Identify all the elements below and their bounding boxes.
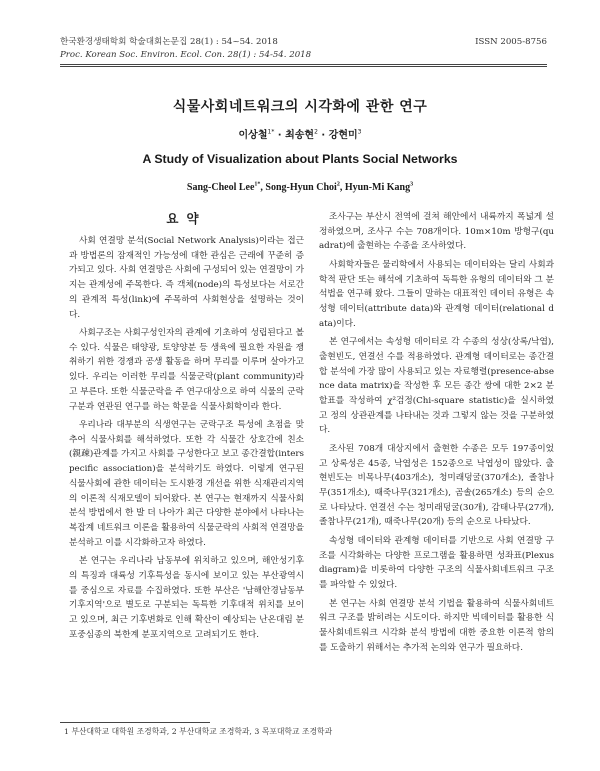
author-name: Hyun-Mi Kang bbox=[344, 182, 411, 193]
abstract-paragraph: 사회학자들은 물리학에서 사용되는 데이터와는 달리 사회과학적 판단 또는 해석에 기초하여 독특한 유형의 데이터와 그 분석법을 연구해 왔다. 그들이 말하는 대표적인 데이터 유형은 속성형 데이터(attribute data)와 관계형 데이터(relational data)이다. bbox=[319, 259, 554, 329]
abstract-paragraph: 사회 연결망 분석(Social Network Analysis)이라는 접근과 방법론의 잠재적인 가능성에 대한 관심은 근래에 꾸준히 증가되고 있다. 사회 연결망은 사회에 구성되어 있는 연결망이 가지는 관계성에 주목한다. 즉 객체(node)의 특성보다는 서로간의 관계적 특성(link)에 주목하여 사회현상을 설명하는 것이다. bbox=[69, 236, 304, 320]
abstract-paragraph: 본 연구는 우리나라 남동부에 위치하고 있으며, 해안성기후의 특징과 대륙성 기후특성을 동시에 보이고 있는 부산광역시를 중심으로 자료를 수집하였다. 또한 부산은 '남해안경남동부 기후지역'으로 별도로 구분되는 독특한 기후대적 위치를 보이고 있으며, 최근 기후변화로 인해 확산이 예상되는 난온대림 분포중심종의 북한계 분포지역으로 고려되기도 한다. bbox=[69, 556, 304, 640]
author-affiliation-mark: 1* bbox=[267, 128, 275, 136]
abstract-paragraph: 조사된 708개 대상지에서 출현한 수종은 모두 197종이었고 상록성은 45종, 낙엽성은 152종으로 낙엽성이 많았다. 출현빈도는 비목나무(403개소), 청미래덩굴(370개소), 졸참나무(351개소), 때죽나무(321개소), 곰솔(265개소) 등의 순으로 나타났다. 연결선 수는 청미래덩굴(30개), 감태나무(27개), 졸참나무(21개), 때죽나무(20개) 등의 순으로 나타났다. bbox=[319, 443, 554, 528]
author-name: 최송현 bbox=[285, 130, 315, 141]
author-list-korean bbox=[0, 126, 600, 141]
abstract-paragraph: 우리나라 대부분의 식생연구는 군락구조 특성에 초점을 맞추어 식물사회를 해석하였다. 또한 각 식물간 상호간에 친소(親疎)관계를 가지고 사회를 구성한다고 보고 종간결합(interspecific association)을 분석하기도 하였다. 이렇게 연구된 식물사회에 관한 데이터는 도시환경 개선을 위한 식재관리지역의 이론적 식재모델이 되어왔다. 본 연구는 현재까지 식물사회 분석 방법에서 한 발 더 나아가 최근 다양한 분야에서 나타나는 복잡계 네트워크 이론을 활용하여 식물군락의 사회적 연결망을 분석하고 이를 시각화하고자 하였다. bbox=[69, 420, 304, 548]
author-separator: · bbox=[274, 130, 286, 141]
paper-title-english: A Study of Visualization about Plants Social Networks bbox=[142, 152, 458, 166]
journal-citation-korean bbox=[60, 36, 547, 49]
abstract-paragraph: 조사구는 부산시 전역에 걸쳐 해안에서 내륙까지 폭넓게 설정하였으며, 조사구 수는 708개이다. 10m×10m 방형구(quadrat)에 출현하는 수종을 조사하였다. bbox=[319, 212, 554, 252]
author-name: 강현미 bbox=[328, 130, 358, 141]
journal-citation-english: Proc. Korean Soc. Environ. Ecol. Con. 28(1) : 54-54. 2018 bbox=[60, 50, 312, 60]
affiliation-footnote: 1 부산대학교 대학원 조경학과, 2 부산대학교 조경학과, 3 목포대학교 조경학과 bbox=[64, 727, 333, 736]
abstract-heading: 요약 bbox=[166, 211, 207, 226]
abstract-right-column bbox=[319, 210, 554, 659]
author-affiliation-mark: 3 bbox=[410, 181, 414, 188]
header-rule-top bbox=[60, 64, 547, 65]
abstract-paragraph: 본 연구에서는 속성형 데이터로 각 수종의 성상(상록/낙엽), 출현빈도, 연결선 수를 적용하였다. 관계형 데이터로는 종간결합 분석에 가장 많이 사용되고 있는 자료행렬(presence-absence data matrix)을 작성한 후 모든 종간 쌍에 대한 2×2 분할표를 작성하여 χ²검정(Chi-square statistic)을 실시하였고 정의 상관관계를 나타내는 것과 그렇지 않는 것을 구분하였다. bbox=[319, 337, 554, 436]
author-list-english bbox=[0, 182, 600, 193]
abstract-paragraph: 본 연구는 사회 연결망 분석 기법을 활용하여 식물사회네트워크 구조를 밝히려는 시도이다. 하지만 빅데이터를 활용한 식물사회네트워크 시각화 분석 방법에 대한 중요한 이론적 함의를 도출하기 위해서는 추가적 논의와 연구가 필요하다. bbox=[319, 598, 554, 653]
author-separator: · bbox=[317, 130, 329, 141]
author-name: Sang-Cheol Lee bbox=[186, 182, 255, 193]
footnote-rule bbox=[60, 722, 210, 723]
author-affiliation-mark: 3 bbox=[357, 128, 362, 136]
author-affiliation-mark: 2 bbox=[336, 181, 340, 188]
journal-citation-korean-text: 한국환경생태학회 학술대회논문집 28(1) : 54~54. 2018 bbox=[60, 37, 278, 47]
header-rule-bottom bbox=[60, 66, 547, 67]
author-name: Song-Hyun Choi bbox=[265, 182, 337, 193]
abstract-paragraph: 속성형 데이터와 관계형 데이터를 기반으로 사회 연결망 구조를 시각화하는 다양한 프로그램을 활용하면 성좌표(Plexus diagram)을 비롯하여 다양한 구조의 식물사회네트워크 구조를 파악할 수 있었다. bbox=[319, 535, 554, 591]
abstract-left-column bbox=[69, 210, 304, 646]
paper-title-korean: 식물사회네트워크의 시각화에 관한 연구 bbox=[172, 99, 428, 115]
abstract-paragraph: 사회구조는 사회구성인자의 관계에 기초하여 성립된다고 볼 수 있다. 식물은 태양광, 토양양분 등 생육에 필요한 자원을 쟁취하기 위한 경쟁과 공생 활동을 하며 무리를 이루며 살아가고 있다. 우리는 이러한 무리를 식물군락(plant community)라고 부른다. 또한 식물군락을 주 연구대상으로 하여 식물의 군락구분과 연관된 연구를 하는 학문을 식물사회학이라 한다. bbox=[69, 328, 304, 412]
author-affiliation-mark: 1* bbox=[254, 181, 261, 188]
author-affiliation-mark: 2 bbox=[314, 128, 318, 136]
author-name: 이상철 bbox=[238, 130, 268, 141]
issn-number: ISSN 2005-8756 bbox=[475, 37, 547, 47]
author-separator: , bbox=[339, 182, 345, 193]
author-separator: , bbox=[260, 182, 266, 193]
